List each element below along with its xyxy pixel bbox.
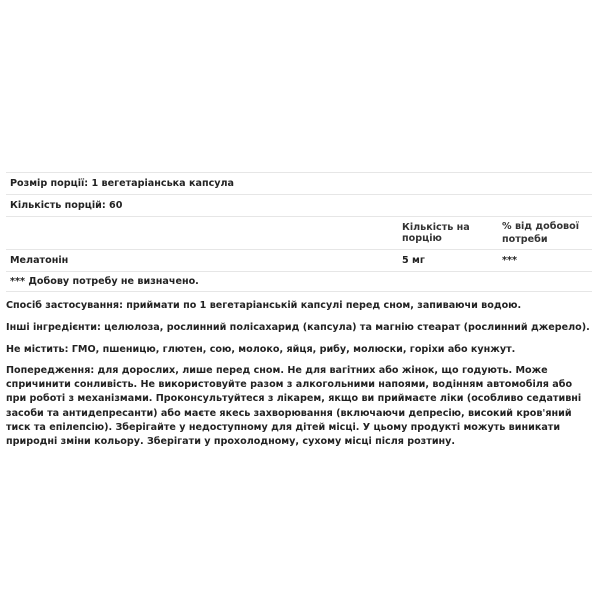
serving-size: Розмір порції: 1 вегетаріанська капсула [10, 178, 235, 189]
footnote: *** Добову потребу не визначено. [10, 276, 199, 287]
table-row [6, 249, 592, 271]
usage-text: Спосіб застосування: приймати по 1 вегетаріанській капсулі перед сном, запиваючи водою. [6, 300, 522, 311]
table-header-row [6, 216, 592, 249]
header-daily-value: % від добової потреби [502, 221, 579, 245]
nutrient-name: Мелатонін [10, 255, 69, 266]
other-ingredients-text: Інші інгредієнти: целюлоза, рослинний полісахарид (капсула) та магнію стеарат (рослинний джерело). [6, 322, 590, 333]
footnote-row [6, 271, 592, 292]
nutrient-daily-value: *** [502, 255, 518, 266]
servings-count-row [6, 194, 592, 216]
servings-count: Кількість порцій: 60 [10, 200, 123, 211]
header-amount-per-serving: Кількість на порцію [402, 222, 470, 244]
nutrient-amount: 5 мг [402, 255, 425, 266]
free-of-text: Не містить: ГМО, пшеницю, глютен, сою, молоко, яйця, рибу, молюски, горіхи або кунжут. [6, 344, 516, 355]
warning-text: Попередження: для дорослих, лише перед сном. Не для вагітних або жінок, що годують. Може спричинити сонливість. Не використовуйте разом з алкогольними напоями, водінням автомобіля або при роботі з механізмами. Проконсультуйтеся з лікарем, якщо ви приймаєте ліки (особливо седативні засоби та антидепресанти) або маєте якесь захворювання (включаючи депресію, високий кров'яний тиск та епілепсію). Зберігайте у недоступному для дітей місці. У цьому продукті можуть виникати природні зміни кольору. Зберігати у прохолодному, сухому місці після розтину. [6, 365, 582, 448]
serving-size-row [6, 172, 592, 194]
supplement-facts-table [6, 172, 592, 292]
